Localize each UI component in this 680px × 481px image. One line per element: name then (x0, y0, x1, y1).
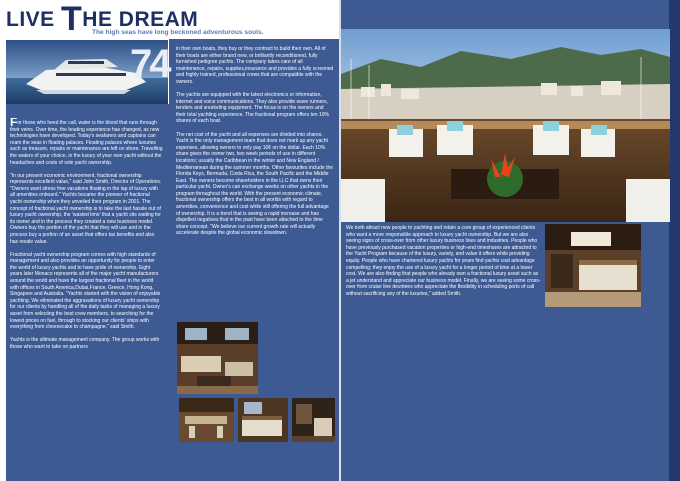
paragraph: For those who heed the call, water is the blood that runs through their veins. Over time, the boating experience has changed, as new technologies have developed. Today's seafarers and captains can roam the seas in floating palaces. Floating palaces where luxuries such as treasure, repairs or maintenance are left on shore. Travelling the waters of your choice, in the luxury of your own yacht without the headaches and costs of sole yacht ownership. (10, 118, 163, 166)
left-column-text (10, 118, 163, 478)
paragraph: in their own boats, they buy or they contract to build their own. All of their boats are either brand new, or brilliantly reconditioned, fully furnished pedigree yachts. The company takes care of all maintenance, repairs, supplies,insurance and provides a fully screened and highly trained, professional crews that are compatible with the owners. (176, 46, 334, 85)
paragraph: Yachts is the ultimate management company. The group works with those who want to take on partners (10, 337, 160, 350)
page-number: 74 (130, 42, 169, 86)
right-column-text (346, 225, 542, 355)
dining-interior-photo (179, 398, 234, 442)
paragraph: "In our present economic environment, fractional ownership represents excellent value," said John Smith, Director of Operations. "Owners want stress free vacations floating in the lap of luxury with all amenities onboard." Yachts became the pioneer of fractional yacht ownership when they unveiled their program in 2001. The concept of fractional yacht ownership is to take the last hassle out of luxury yacht ownership, the 'wasted time' that a yacht sits waiting for its owner and in the process they created a new business model. Owners buy the portion of the yacht that they will use and in the process buy a portion of an asset that offers tax benefits and also has resale value. (10, 172, 162, 245)
bedroom-interior-photo (238, 398, 288, 442)
drop-cap: F (10, 118, 18, 129)
page-subtitle: The high seas have long beckoned adventurous souls. (92, 29, 264, 36)
paragraph: The yachts are equipped with the latest electronics or information, internet and voice communications. They also provide wave runners, tenders and snorkeling equipment. The focus is on the owners and their total yachting experience. The fractional program offers ten 10% shares of each boat. (176, 92, 329, 125)
page-title: LIVE THE DREAM (6, 0, 199, 38)
right-edge-stripe (669, 0, 680, 481)
yacht-deck-harbor-photo (341, 29, 670, 222)
paragraph: We both attract new people to yachting and retain a core group of experienced clients who want a more responsible approach to luxury yacht ownership. But we are also seeing signs of cross-over from other luxury business lines and industries. People who have previously purchased vacation properties or high-end timeshares are attracted to the Yacht Program because of the luxury, variety, and value it offers while providing equity. People who have chartered luxury yachts for years find yachts cost advantage compelling; they enjoy the use of a luxury yacht for a longer period of time at a lower cost. We are also finding that people who already own a fractional luxury asset such as a jet understand and appreciate our business model. Finally, we are seeing some cross-over from cruise line devotees who appreciate the flexibility in scheduling ports of call without sacrificing any of the luxuries," added Smith. (346, 225, 541, 297)
salon-interior-photo (177, 322, 258, 394)
paragraph: Fractional yacht ownership program comes with high standards of management and also provides an opportunity for people to enter the world of luxury yachts and to have pride of ownership. Eight years later Monaco represents all of the major yacht manufacturers around the world and have the largest fractional fleet in the world with offices in South America,Dubai,France, Greece, Hong Kong, Singapore and Australia. "Yachts started with the vision of enjoyable yachting. We eliminated the aggravations of luxury yacht ownership for our clients by handling all of the daily tasks of managing a luxury asset from selecting the best crew members, to searching for the lowest prices on fuel, through to stocking our clients' ships with everything from cheesecake to champagne," said Smith. (10, 251, 161, 331)
bath-interior-photo (292, 398, 335, 442)
middle-column-text (176, 46, 334, 321)
paragraph: The net cost of the yacht and all expenses are divided into shares. Yacht is the only management team that does not mark up any yacht expenses, allowing owners to only pay 10¢ on the dollar. Each 10% share gives the owner two, two week periods of use in different locations; usually the Caribbean in the winter and New England / Mediterranean during the summer months. Other favourites include the Florida Keys, Bermuda, Costa Rica, the South Pacific and the Middle East. The owners become shareholders in the LLC that owns their particular yacht. Owner's can exchange weeks on other yachts in the program throughout the world. With the present economic climate, fractional ownership offers the best in all worlds with regard to amenities, convenience and cost while still offering the full advantage of ownership. It is a trend that is seeing a rapid increase and has dispelled negatives that in the past have been attached to the time share concept. "We believe our current growth rate will actually accelerate despite the global economic slowdown. (176, 131, 334, 237)
stateroom-interior-photo (545, 224, 641, 307)
